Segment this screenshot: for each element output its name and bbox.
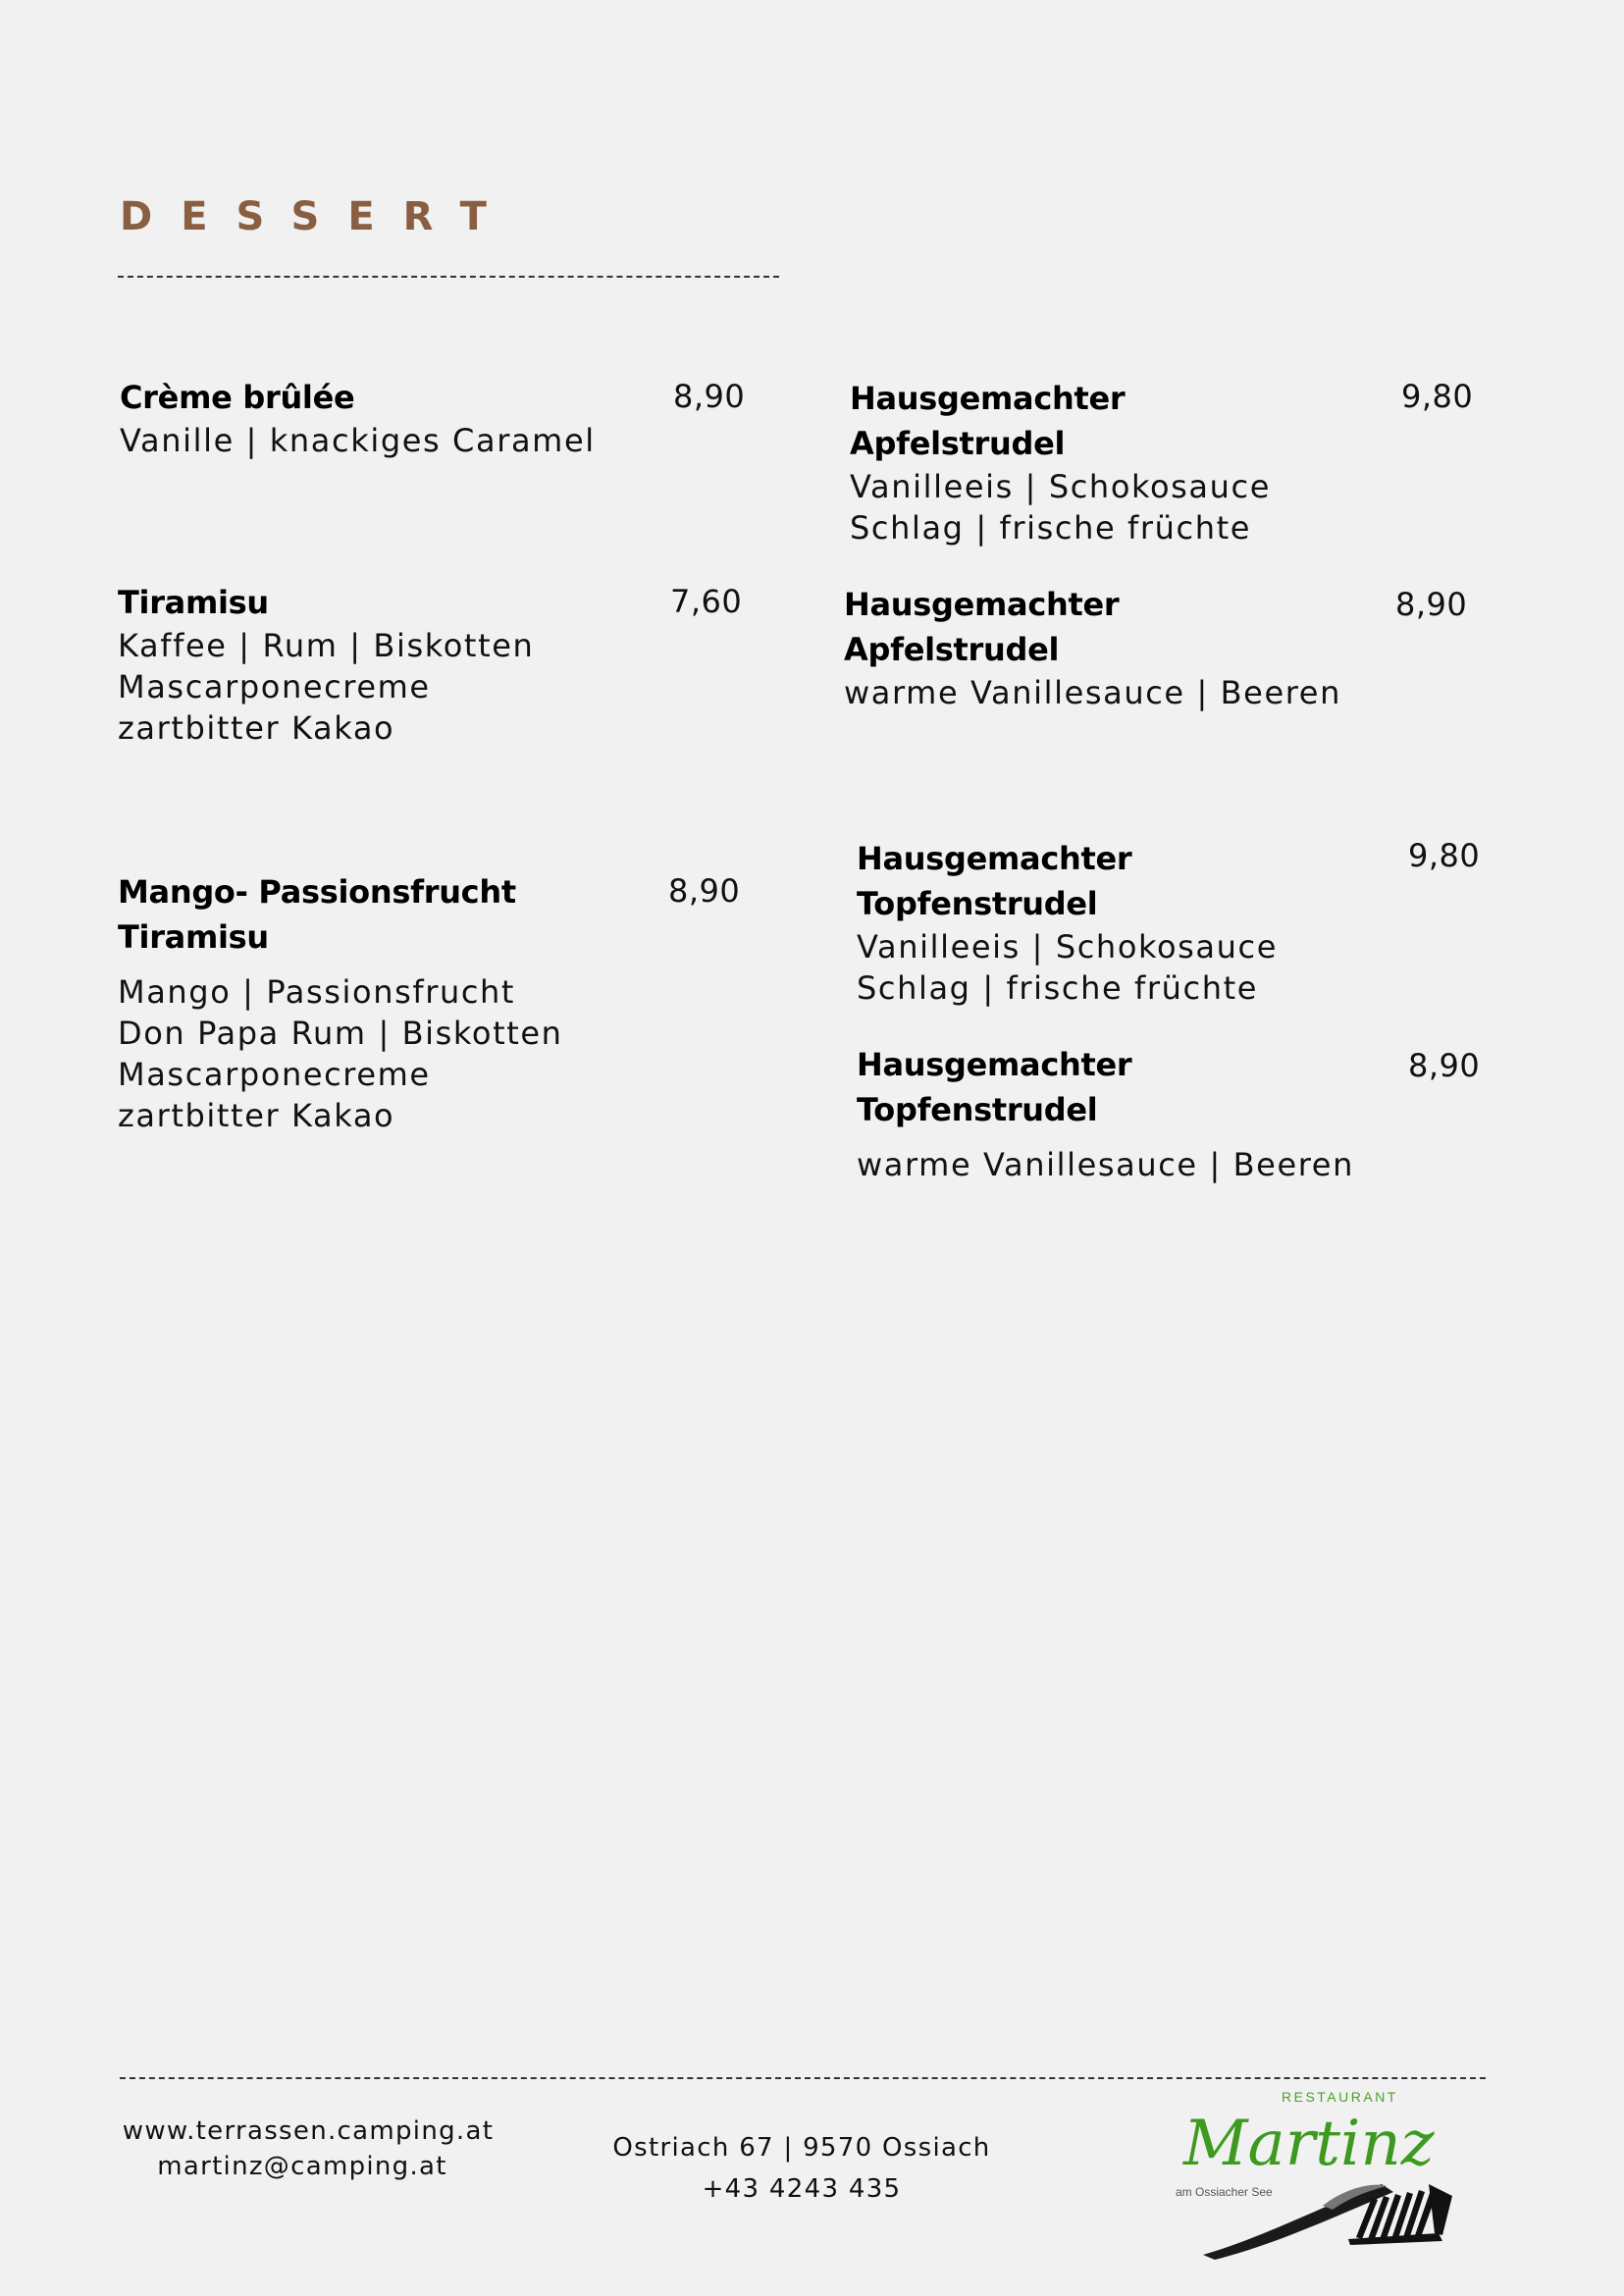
menu-item-mango-tiramisu (118, 869, 667, 1136)
item-description: Mango | Passionsfrucht Don Papa Rum | Biskotten Mascarponecreme zartbitter Kakao (118, 973, 563, 1134)
item-name: Hausgemachter Apfelstrudel (844, 586, 1120, 668)
logo-name: Martinz (1183, 2108, 1435, 2180)
menu-item-apfelstrudel-eis (850, 376, 1360, 548)
menu-item-tiramisu (118, 580, 667, 749)
item-description: Vanilleeis | Schokosauce Schlag | frische früchte (850, 468, 1272, 547)
footer-contact (112, 2113, 504, 2184)
item-price: 8,90 (1408, 1047, 1481, 1084)
item-name: Mango- Passionsfrucht Tiramisu (118, 873, 516, 956)
logo-graphic (1176, 2088, 1455, 2260)
item-price: 9,80 (1401, 378, 1474, 415)
item-price: 9,80 (1408, 837, 1481, 874)
logo-top-text: RESTAURANT (1282, 2089, 1398, 2105)
item-description: Vanilleeis | Schokosauce Schlag | frische früchte (857, 928, 1279, 1007)
menu-item-creme-brulee (120, 375, 669, 461)
item-name: Tiramisu (118, 584, 269, 621)
item-name: Hausgemachter Apfelstrudel (850, 380, 1126, 462)
section-title: DESSERT (120, 194, 515, 239)
footer-address (605, 2127, 998, 2210)
item-price: 8,90 (668, 872, 741, 910)
address-text: Ostriach 67 | 9570 Ossiach (612, 2133, 991, 2163)
item-price: 8,90 (1395, 586, 1468, 623)
item-description: warme Vanillesauce | Beeren (844, 674, 1341, 711)
item-description: warme Vanillesauce | Beeren (857, 1146, 1354, 1183)
restaurant-logo (1176, 2088, 1455, 2260)
email-link[interactable]: martinz@camping.at (157, 2152, 447, 2181)
menu-item-topfenstrudel-sauce (857, 1042, 1367, 1185)
footer-divider (120, 2077, 1486, 2079)
item-name: Crème brûlée (120, 379, 355, 416)
title-divider (118, 276, 779, 278)
logo-sub-text: am Ossiacher See (1176, 2185, 1273, 2199)
item-description: Kaffee | Rum | Biskotten Mascarponecreme zartbitter Kakao (118, 627, 535, 747)
item-price: 7,60 (670, 583, 743, 620)
item-name: Hausgemachter Topfenstrudel (857, 840, 1132, 922)
item-name: Hausgemachter Topfenstrudel (857, 1046, 1132, 1128)
phone-text: +43 4243 435 (702, 2174, 902, 2204)
menu-item-apfelstrudel-sauce (844, 582, 1354, 713)
menu-item-topfenstrudel-eis (857, 836, 1367, 1009)
item-price: 8,90 (673, 378, 746, 415)
website-link[interactable]: www.terrassen.camping.at (122, 2116, 495, 2146)
item-description: Vanille | knackiges Caramel (120, 422, 596, 459)
